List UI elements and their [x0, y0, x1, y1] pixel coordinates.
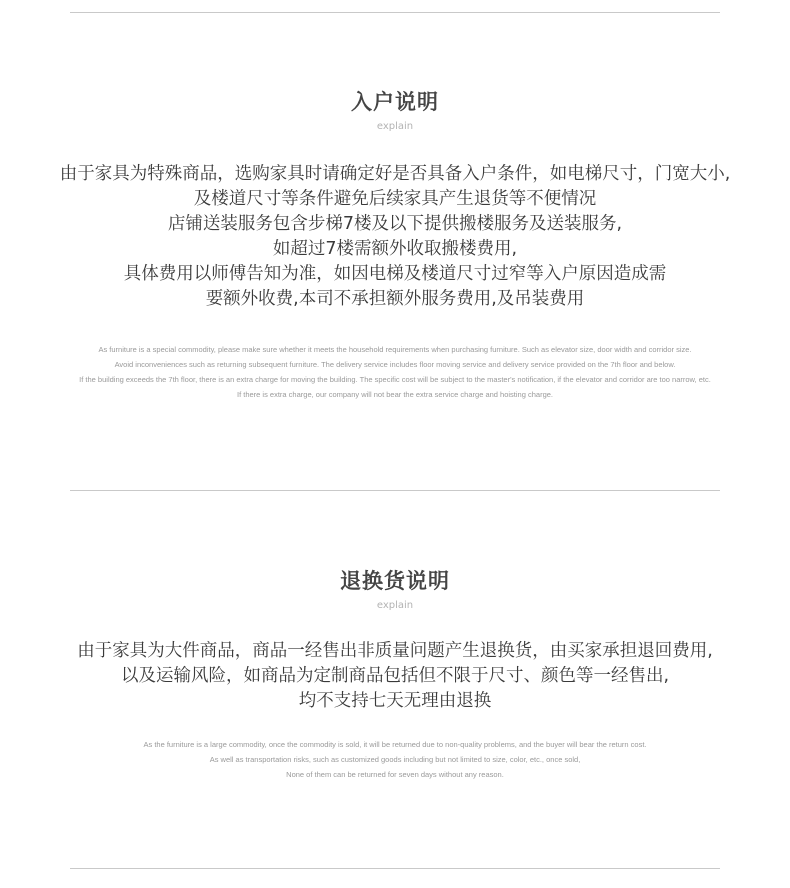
text-line: 如超过7楼需额外收取搬楼费用, — [272, 239, 518, 259]
bottom-divider — [70, 868, 720, 869]
text-line: 店铺送装服务包含步梯7楼及以下提供搬楼服务及送装服务, — [167, 214, 623, 234]
text-line: 及楼道尺寸等条件避免后续家具产生退货等不便情况 — [193, 189, 597, 209]
english-description — [0, 342, 790, 402]
text-line: 以及运输风险，如商品为定制商品包括但不限于尺寸、颜色等一经售出, — [120, 666, 670, 686]
text-line: 要额外收费,本司不承担额外服务费用,及吊装费用 — [205, 289, 585, 309]
text-line: Avoid inconveniences such as returning subsequent furniture. The delivery service includes floor moving service and delivery service provided on the 7th floor and below. — [114, 360, 676, 369]
text-line: 具体费用以师傅告知为准，如因电梯及楼道尺寸过窄等入户原因造成需 — [123, 264, 667, 284]
section-title: 退换货说明 — [340, 569, 450, 593]
text-line: 由于家具为特殊商品，选购家具时请确定好是否具备入户条件，如电梯尺寸，门宽大小, — [59, 164, 731, 184]
text-line: 均不支持七天无理由退换 — [298, 691, 492, 711]
section-subtitle: explain — [376, 121, 414, 132]
chinese-description — [0, 162, 790, 312]
text-line: If the building exceeds the 7th floor, there is an extra charge for moving the building. The specific cost will be subject to the master's notification, if the elevator and corridor are too narrow, etc. — [79, 375, 711, 384]
section-title: 入户说明 — [351, 90, 439, 114]
english-description — [0, 737, 790, 782]
return-section — [0, 567, 790, 782]
text-line: If there is extra charge, our company will not bear the extra service charge and hoisting charge. — [237, 390, 553, 399]
chinese-description — [0, 639, 790, 714]
section-subtitle: explain — [376, 600, 414, 611]
top-divider — [70, 12, 720, 13]
text-line: None of them can be returned for seven days without any reason. — [286, 770, 504, 779]
delivery-section — [0, 88, 790, 402]
text-line: 由于家具为大件商品，商品一经售出非质量问题产生退换货，由买家承担退回费用, — [77, 641, 713, 661]
text-line: As the furniture is a large commodity, once the commodity is sold, it will be returned due to non-quality problems, and the buyer will bear the return cost. — [143, 740, 647, 749]
text-line: As well as transportation risks, such as customized goods including but not limited to size, color, etc., once sold, — [209, 755, 581, 764]
text-line: As furniture is a special commodity, please make sure whether it meets the household requirements when purchasing furniture. Such as elevator size, door width and corridor size. — [98, 345, 692, 354]
middle-divider — [70, 490, 720, 491]
